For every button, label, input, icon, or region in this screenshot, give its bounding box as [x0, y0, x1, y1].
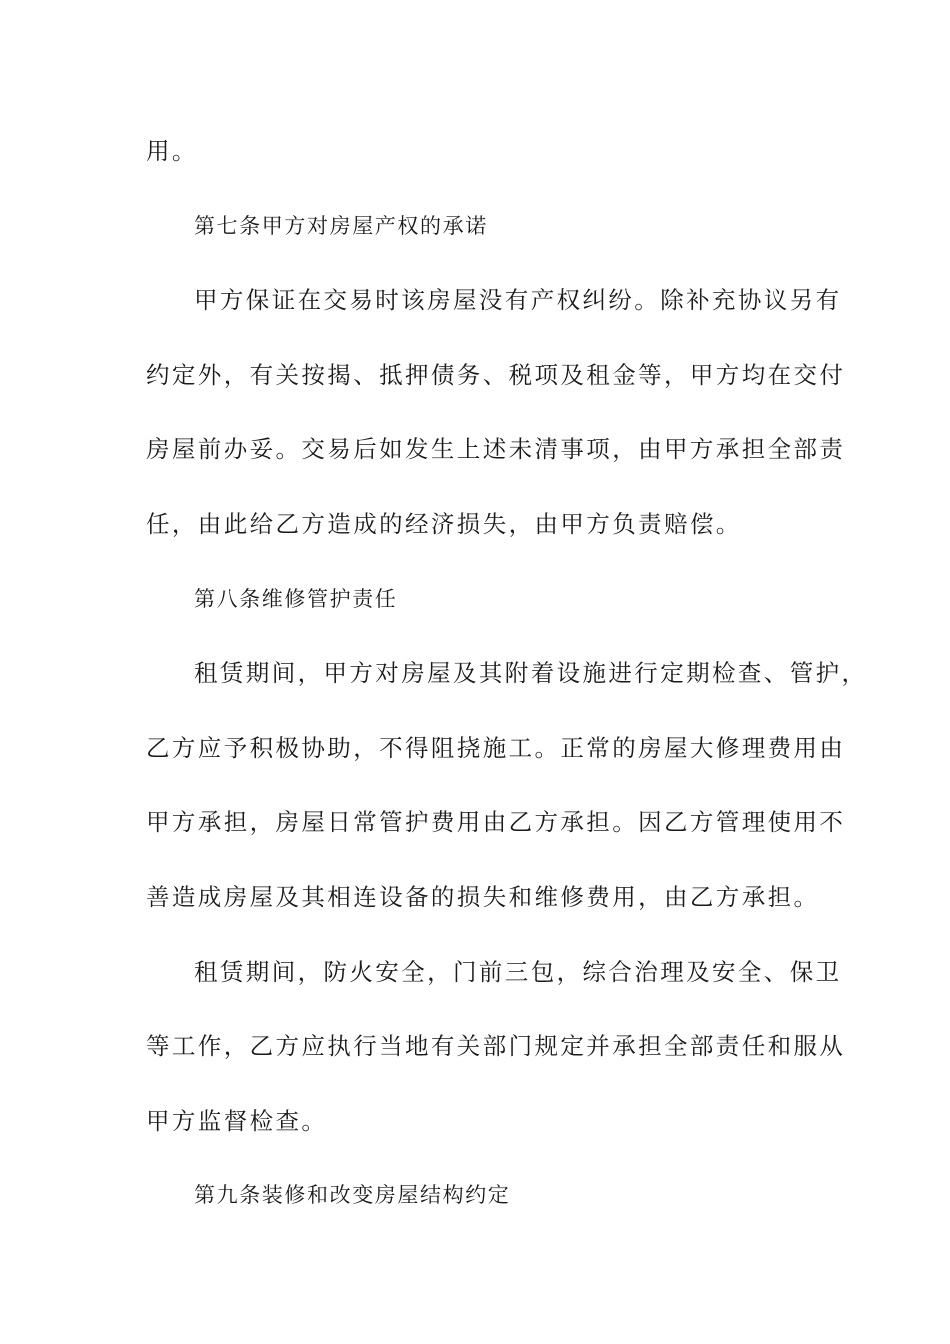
paragraph-line: 租赁期间，防火安全，门前三包，综合治理及安全、保卫 [194, 958, 842, 986]
paragraph-line: 租赁期间，甲方对房屋及其附着设施进行定期检查、管护， [194, 659, 868, 687]
paragraph-line: 房屋前办妥。交易后如发生上述未清事项，由甲方承担全部责 [146, 435, 846, 463]
paragraph-line: 善造成房屋及其相连设备的损失和维修费用，由乙方承担。 [146, 883, 820, 911]
paragraph-line: 甲方监督检查。 [146, 1107, 328, 1135]
section-heading-7: 第七条甲方对房屋产权的承诺 [194, 214, 488, 238]
paragraph-line: 等工作，乙方应执行当地有关部门规定并承担全部责任和服从 [146, 1032, 846, 1060]
section-heading-9: 第九条装修和改变房屋结构约定 [194, 1183, 511, 1207]
text-line: 用。 [146, 137, 198, 165]
paragraph-line: 甲方承担，房屋日常管护费用由乙方承担。因乙方管理使用不 [146, 808, 846, 836]
paragraph-line: 甲方保证在交易时该房屋没有产权纠纷。除补充协议另有 [194, 286, 842, 314]
paragraph-line: 乙方应予积极协助，不得阻挠施工。正常的房屋大修理费用由 [146, 734, 846, 762]
paragraph-line: 任，由此给乙方造成的经济损失，由甲方负责赔偿。 [146, 510, 742, 538]
paragraph-line: 约定外，有关按揭、抵押债务、税项及租金等，甲方均在交付 [146, 361, 846, 389]
section-heading-8: 第八条维修管护责任 [194, 587, 398, 611]
